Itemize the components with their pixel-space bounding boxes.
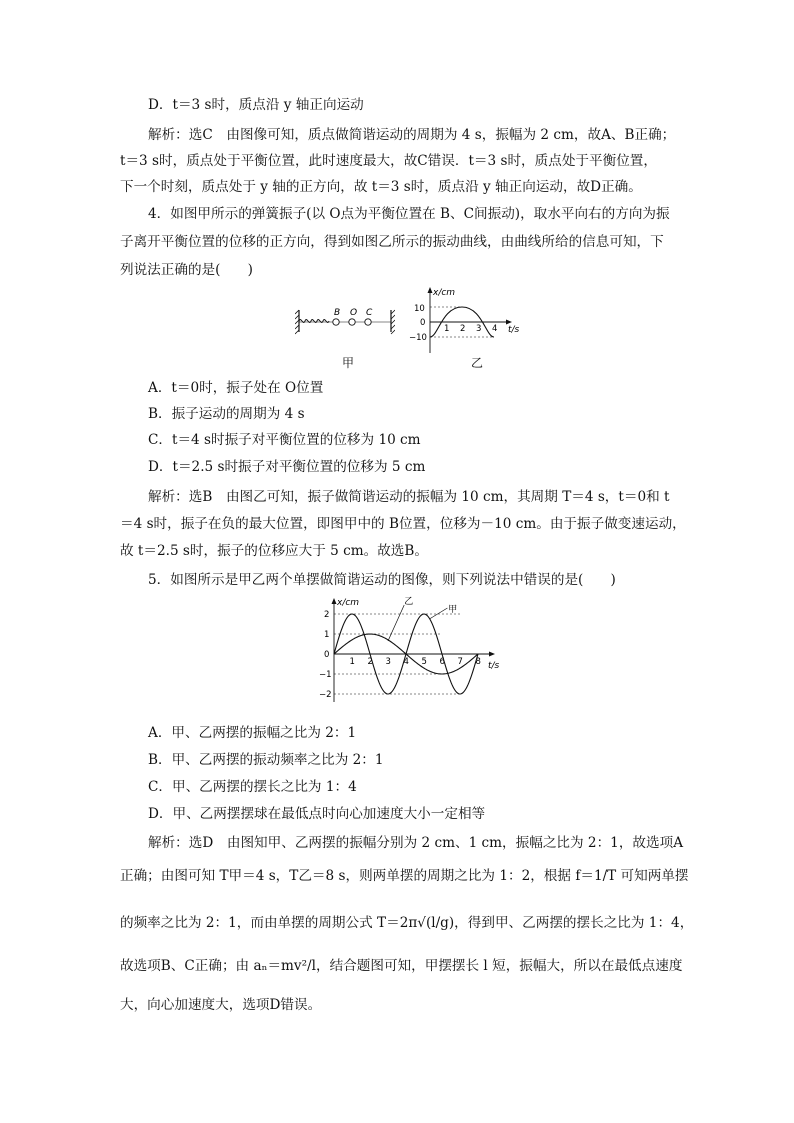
yi-ylabel: x/cm bbox=[433, 288, 456, 298]
label-o: O bbox=[350, 308, 358, 318]
q4-solution-line-1: 解析：选B 由图乙可知，振子做简谐运动的振幅为 10 cm，其周期 T＝4 s，t＝0和 t bbox=[148, 489, 670, 505]
q4-solution-line-2: ＝4 s时，振子在负的最大位置，即图甲中的 B位置，位移为－10 cm。由于振子做变速运动， bbox=[120, 516, 686, 532]
figure-caption-yi: 乙 bbox=[471, 356, 484, 370]
x-tick-label: 5 bbox=[421, 657, 427, 667]
q5-solution-line-1: 解析：选D 由图知甲、乙两摆的振幅分别为 2 cm、1 cm，振幅之比为 2：1，故选项A bbox=[148, 835, 684, 851]
q3-solution-line-2: t＝3 s时，质点处于平衡位置，此时速度最大，故C错误．t＝3 s时，质点处于平衡位置， bbox=[120, 153, 657, 169]
spring-oscillator-figure bbox=[295, 300, 395, 340]
y-tick-label: −2 bbox=[319, 690, 332, 700]
q4-stem-line-3: 列说法正确的是( ) bbox=[120, 262, 253, 278]
q4-option-b: B．振子运动的周期为 4 s bbox=[148, 406, 305, 422]
y-tick-label: 2 bbox=[324, 610, 330, 620]
series-leader-jia bbox=[429, 608, 447, 619]
x-tick-label: 4 bbox=[403, 657, 409, 667]
y-tick-label: −1 bbox=[319, 670, 332, 680]
y-tick-label: 0 bbox=[324, 650, 330, 660]
label-b: B bbox=[334, 308, 341, 318]
pendulum-chart bbox=[310, 596, 510, 706]
yi-ytick-neg10: −10 bbox=[409, 333, 427, 343]
yi-ytick-10: 10 bbox=[414, 304, 425, 314]
q4-solution-line-3: 故 t＝2.5 s时，振子的位移应大于 5 cm。故选B。 bbox=[120, 543, 428, 559]
x-tick-label: 2 bbox=[367, 657, 373, 667]
series-label-yi: 乙 bbox=[404, 597, 414, 607]
x-axis-arrow bbox=[489, 652, 495, 657]
yi-xtick-2: 2 bbox=[460, 324, 466, 334]
yi-xtick-3: 3 bbox=[476, 324, 482, 334]
x-tick-label: 7 bbox=[457, 657, 463, 667]
yi-ytick-0: 0 bbox=[420, 318, 426, 328]
figure-caption-jia: 甲 bbox=[342, 356, 355, 370]
x-tick-label: 8 bbox=[475, 657, 481, 667]
q3-solution-line-3: 下一个时刻，质点处于 y 轴的正方向，故 t＝3 s时，质点沿 y 轴正向运动，故D正确。 bbox=[120, 179, 642, 195]
x-tick-label: 6 bbox=[439, 657, 445, 667]
q4-stem-line-2: 子离开平衡位置的位移的正方向，得到如图乙所示的振动曲线，由曲线所给的信息可知，下 bbox=[120, 234, 664, 250]
q5-solution-line-4: 故选项B、C正确；由 aₙ＝mv²/l，结合题图可知，甲摆摆长 l 短，振幅大，所以在最低点速度 bbox=[120, 958, 683, 974]
q4-option-d: D．t＝2.5 s时振子对平衡位置的位移为 5 cm bbox=[148, 459, 426, 475]
q3-option-d: D．t＝3 s时，质点沿 y 轴正向运动 bbox=[148, 97, 364, 113]
q5-solution-line-5: 大，向心加速度大，选项D错误。 bbox=[120, 997, 322, 1013]
q4-stem-line-1: 4．如图甲所示的弹簧振子(以 O点为平衡位置在 B、C间振动)，取水平向右的方向为振 bbox=[148, 206, 670, 222]
y-axis-label: x/cm bbox=[337, 598, 360, 608]
series-label-jia: 甲 bbox=[448, 605, 458, 615]
y-axis-arrow bbox=[332, 598, 337, 604]
x-axis-label: t/s bbox=[488, 661, 500, 671]
q5-solution-line-3: 的频率之比为 2：1，而由单摆的周期公式 T＝2π√(l/g)，得到甲、乙两摆的摆长之比为 1：4， bbox=[120, 915, 694, 931]
x-tick-label: 1 bbox=[349, 657, 355, 667]
q5-option-a: A．甲、乙两摆的振幅之比为 2：1 bbox=[148, 725, 357, 741]
y-tick-label: 1 bbox=[324, 630, 330, 640]
yi-xlabel: t/s bbox=[508, 325, 520, 335]
label-c: C bbox=[366, 308, 373, 318]
q4-option-a: A．t＝0时，振子处在 O位置 bbox=[148, 380, 324, 396]
q5-solution-line-2: 正确；由图可知 T甲＝4 s，T乙＝8 s，则两单摆的周期之比为 1：2，根据 f＝1/T 可知两单摆 bbox=[120, 868, 689, 884]
vibration-curve-figure bbox=[400, 285, 540, 355]
q4-option-c: C．t＝4 s时振子对平衡位置的位移为 10 cm bbox=[148, 432, 421, 448]
q3-solution-line-1: 解析：选C 由图像可知，质点做简谐运动的周期为 4 s，振幅为 2 cm，故A、B正确； bbox=[148, 127, 676, 143]
yi-xtick-4: 4 bbox=[492, 324, 498, 334]
q5-option-b: B．甲、乙两摆的振动频率之比为 2：1 bbox=[148, 752, 384, 768]
series-leader-yi bbox=[388, 605, 404, 641]
x-tick-label: 3 bbox=[385, 657, 391, 667]
q5-stem: 5．如图所示是甲乙两个单摆做简谐运动的图像，则下列说法中错误的是( ) bbox=[148, 572, 616, 588]
yi-xtick-1: 1 bbox=[444, 324, 450, 334]
q5-option-c: C．甲、乙两摆的摆长之比为 1：4 bbox=[148, 779, 357, 795]
q5-option-d: D．甲、乙两摆摆球在最低点时向心加速度大小一定相等 bbox=[148, 806, 486, 822]
